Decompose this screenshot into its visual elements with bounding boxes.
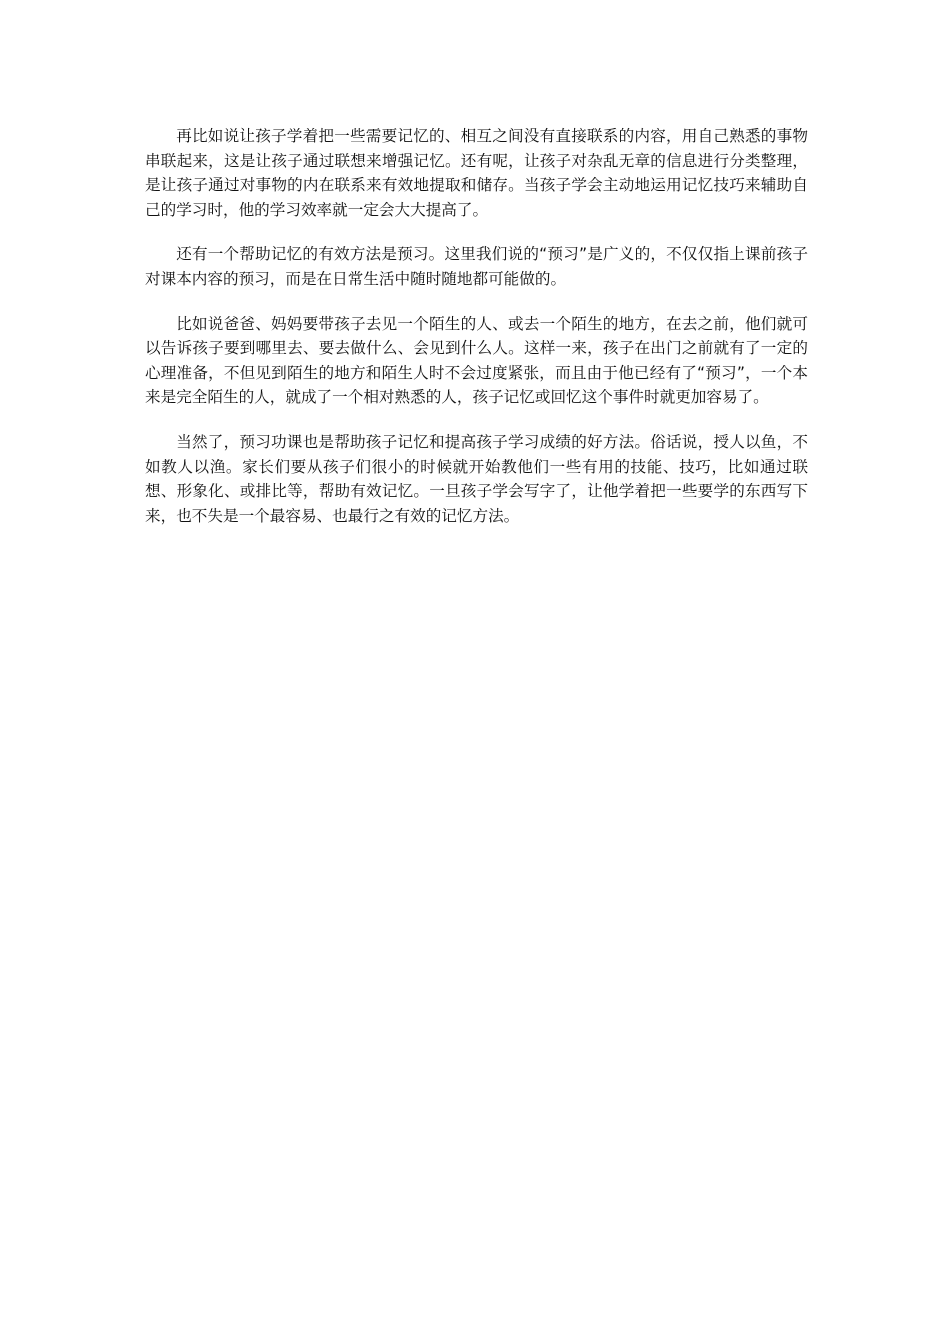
document-body [145, 124, 808, 528]
paragraph-teaching-skills: 当然了，预习功课也是帮助孩子记忆和提高孩子学习成绩的好方法。俗话说，授人以鱼，不如教人以渔。家长们要从孩子们很小的时候就开始教他们一些有用的技能、技巧，比如通过联想、形象化、或排比等，帮助有效记忆。一旦孩子学会写字了，让他学着把一些要学的东西写下来，也不失是一个最容易、也最行之有效的记忆方法。 [145, 432, 808, 525]
paragraph-preview-example: 比如说爸爸、妈妈要带孩子去见一个陌生的人、或去一个陌生的地方，在去之前，他们就可以告诉孩子要到哪里去、要去做什么、会见到什么人。这样一来，孩子在出门之前就有了一定的心理准备，不但见到陌生的地方和陌生人时不会过度紧张，而且由于他已经有了“预习”，一个本来是完全陌生的人，就成了一个相对熟悉的人，孩子记忆或回忆这个事件时就更加容易了。 [145, 314, 808, 407]
paragraph-association: 再比如说让孩子学着把一些需要记忆的、相互之间没有直接联系的内容，用自己熟悉的事物串联起来，这是让孩子通过联想来增强记忆。还有呢，让孩子对杂乱无章的信息进行分类整理，是让孩子通过对事物的内在联系来有效地提取和储存。当孩子学会主动地运用记忆技巧来辅助自己的学习时，他的学习效率就一定会大大提高了。 [145, 127, 808, 219]
paragraph-preview-method: 还有一个帮助记忆的有效方法是预习。这里我们说的“预习”是广义的，不仅仅指上课前孩子对课本内容的预习，而是在日常生活中随时随地都可能做的。 [145, 245, 808, 288]
